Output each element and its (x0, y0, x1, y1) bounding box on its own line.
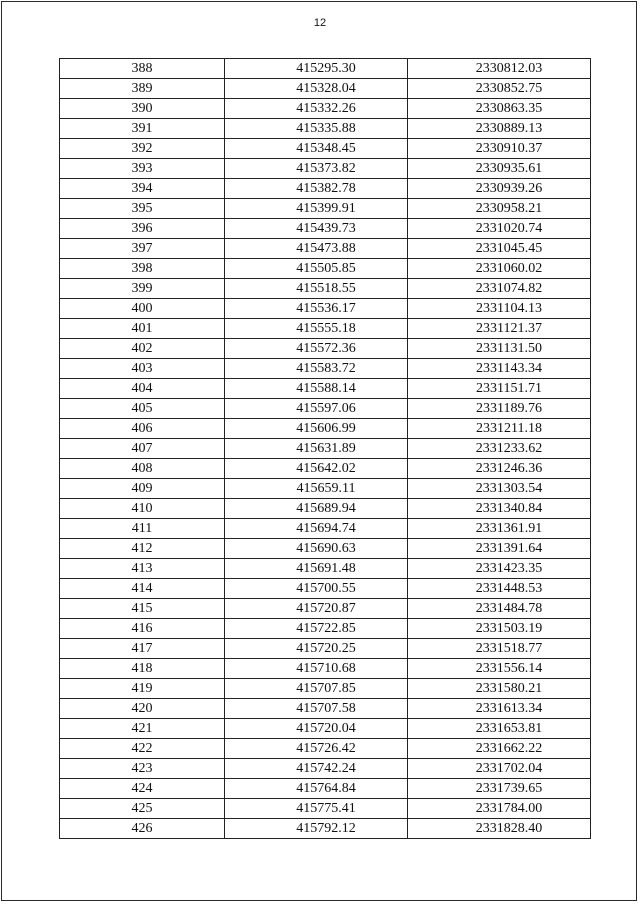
x-coordinate-cell: 415382.78 (225, 179, 408, 199)
table-row (60, 799, 591, 819)
table-row (60, 219, 591, 239)
y-coordinate-cell: 2331613.34 (408, 699, 591, 719)
y-coordinate-cell: 2331233.62 (408, 439, 591, 459)
table-row (60, 759, 591, 779)
point-number-cell: 391 (60, 119, 225, 139)
y-coordinate-cell: 2331131.50 (408, 339, 591, 359)
x-coordinate-cell: 415631.89 (225, 439, 408, 459)
x-coordinate-cell: 415690.63 (225, 539, 408, 559)
table-row (60, 699, 591, 719)
table-row (60, 599, 591, 619)
point-number-cell: 406 (60, 419, 225, 439)
point-number-cell: 413 (60, 559, 225, 579)
y-coordinate-cell: 2331143.34 (408, 359, 591, 379)
point-number-cell: 390 (60, 99, 225, 119)
point-number-cell: 426 (60, 819, 225, 839)
table-row (60, 639, 591, 659)
point-number-cell: 420 (60, 699, 225, 719)
point-number-cell: 415 (60, 599, 225, 619)
x-coordinate-cell: 415373.82 (225, 159, 408, 179)
y-coordinate-cell: 2331662.22 (408, 739, 591, 759)
point-number-cell: 421 (60, 719, 225, 739)
point-number-cell: 399 (60, 279, 225, 299)
y-coordinate-cell: 2331739.65 (408, 779, 591, 799)
x-coordinate-cell: 415694.74 (225, 519, 408, 539)
table-row (60, 479, 591, 499)
x-coordinate-cell: 415572.36 (225, 339, 408, 359)
y-coordinate-cell: 2331518.77 (408, 639, 591, 659)
point-number-cell: 417 (60, 639, 225, 659)
point-number-cell: 395 (60, 199, 225, 219)
x-coordinate-cell: 415720.04 (225, 719, 408, 739)
x-coordinate-cell: 415792.12 (225, 819, 408, 839)
y-coordinate-cell: 2331303.54 (408, 479, 591, 499)
x-coordinate-cell: 415505.85 (225, 259, 408, 279)
table-row (60, 279, 591, 299)
point-number-cell: 393 (60, 159, 225, 179)
x-coordinate-cell: 415691.48 (225, 559, 408, 579)
table-row (60, 139, 591, 159)
table-row (60, 339, 591, 359)
x-coordinate-cell: 415710.68 (225, 659, 408, 679)
y-coordinate-cell: 2330958.21 (408, 199, 591, 219)
table-row (60, 119, 591, 139)
x-coordinate-cell: 415642.02 (225, 459, 408, 479)
table-row (60, 439, 591, 459)
point-number-cell: 411 (60, 519, 225, 539)
coordinates-table (59, 58, 591, 839)
y-coordinate-cell: 2331189.76 (408, 399, 591, 419)
y-coordinate-cell: 2331246.36 (408, 459, 591, 479)
table-row (60, 379, 591, 399)
table-row (60, 99, 591, 119)
point-number-cell: 410 (60, 499, 225, 519)
x-coordinate-cell: 415583.72 (225, 359, 408, 379)
x-coordinate-cell: 415348.45 (225, 139, 408, 159)
x-coordinate-cell: 415689.94 (225, 499, 408, 519)
y-coordinate-cell: 2331361.91 (408, 519, 591, 539)
coordinates-table-body (60, 59, 591, 839)
x-coordinate-cell: 415707.58 (225, 699, 408, 719)
point-number-cell: 404 (60, 379, 225, 399)
table-row (60, 419, 591, 439)
table-row (60, 579, 591, 599)
y-coordinate-cell: 2331074.82 (408, 279, 591, 299)
y-coordinate-cell: 2330939.26 (408, 179, 591, 199)
x-coordinate-cell: 415720.25 (225, 639, 408, 659)
point-number-cell: 394 (60, 179, 225, 199)
table-row (60, 559, 591, 579)
x-coordinate-cell: 415726.42 (225, 739, 408, 759)
x-coordinate-cell: 415399.91 (225, 199, 408, 219)
table-row (60, 459, 591, 479)
point-number-cell: 392 (60, 139, 225, 159)
point-number-cell: 424 (60, 779, 225, 799)
y-coordinate-cell: 2331653.81 (408, 719, 591, 739)
y-coordinate-cell: 2331151.71 (408, 379, 591, 399)
x-coordinate-cell: 415555.18 (225, 319, 408, 339)
point-number-cell: 408 (60, 459, 225, 479)
y-coordinate-cell: 2331448.53 (408, 579, 591, 599)
table-row (60, 59, 591, 79)
y-coordinate-cell: 2331503.19 (408, 619, 591, 639)
y-coordinate-cell: 2331060.02 (408, 259, 591, 279)
y-coordinate-cell: 2331484.78 (408, 599, 591, 619)
table-row (60, 619, 591, 639)
x-coordinate-cell: 415328.04 (225, 79, 408, 99)
point-number-cell: 407 (60, 439, 225, 459)
x-coordinate-cell: 415295.30 (225, 59, 408, 79)
point-number-cell: 403 (60, 359, 225, 379)
table-row (60, 539, 591, 559)
table-row (60, 159, 591, 179)
table-row (60, 199, 591, 219)
point-number-cell: 414 (60, 579, 225, 599)
y-coordinate-cell: 2331556.14 (408, 659, 591, 679)
table-row (60, 359, 591, 379)
point-number-cell: 402 (60, 339, 225, 359)
y-coordinate-cell: 2330812.03 (408, 59, 591, 79)
x-coordinate-cell: 415700.55 (225, 579, 408, 599)
x-coordinate-cell: 415606.99 (225, 419, 408, 439)
x-coordinate-cell: 415720.87 (225, 599, 408, 619)
page-number: 12 (313, 17, 327, 29)
table-row (60, 519, 591, 539)
y-coordinate-cell: 2331580.21 (408, 679, 591, 699)
y-coordinate-cell: 2330910.37 (408, 139, 591, 159)
x-coordinate-cell: 415722.85 (225, 619, 408, 639)
table-row (60, 399, 591, 419)
y-coordinate-cell: 2330863.35 (408, 99, 591, 119)
y-coordinate-cell: 2331828.40 (408, 819, 591, 839)
table-row (60, 819, 591, 839)
point-number-cell: 396 (60, 219, 225, 239)
table-row (60, 319, 591, 339)
y-coordinate-cell: 2331045.45 (408, 239, 591, 259)
y-coordinate-cell: 2331121.37 (408, 319, 591, 339)
x-coordinate-cell: 415518.55 (225, 279, 408, 299)
table-row (60, 299, 591, 319)
point-number-cell: 389 (60, 79, 225, 99)
y-coordinate-cell: 2331340.84 (408, 499, 591, 519)
x-coordinate-cell: 415588.14 (225, 379, 408, 399)
x-coordinate-cell: 415439.73 (225, 219, 408, 239)
y-coordinate-cell: 2331423.35 (408, 559, 591, 579)
table-row (60, 499, 591, 519)
point-number-cell: 405 (60, 399, 225, 419)
x-coordinate-cell: 415659.11 (225, 479, 408, 499)
table-row (60, 719, 591, 739)
table-row (60, 659, 591, 679)
x-coordinate-cell: 415332.26 (225, 99, 408, 119)
y-coordinate-cell: 2331702.04 (408, 759, 591, 779)
point-number-cell: 409 (60, 479, 225, 499)
x-coordinate-cell: 415764.84 (225, 779, 408, 799)
point-number-cell: 388 (60, 59, 225, 79)
point-number-cell: 423 (60, 759, 225, 779)
y-coordinate-cell: 2331784.00 (408, 799, 591, 819)
point-number-cell: 418 (60, 659, 225, 679)
table-row (60, 179, 591, 199)
x-coordinate-cell: 415597.06 (225, 399, 408, 419)
table-row (60, 239, 591, 259)
table-row (60, 259, 591, 279)
table-row (60, 679, 591, 699)
point-number-cell: 412 (60, 539, 225, 559)
y-coordinate-cell: 2330889.13 (408, 119, 591, 139)
point-number-cell: 425 (60, 799, 225, 819)
point-number-cell: 416 (60, 619, 225, 639)
y-coordinate-cell: 2330935.61 (408, 159, 591, 179)
point-number-cell: 422 (60, 739, 225, 759)
x-coordinate-cell: 415335.88 (225, 119, 408, 139)
point-number-cell: 398 (60, 259, 225, 279)
table-row (60, 779, 591, 799)
y-coordinate-cell: 2331211.18 (408, 419, 591, 439)
point-number-cell: 397 (60, 239, 225, 259)
point-number-cell: 419 (60, 679, 225, 699)
x-coordinate-cell: 415707.85 (225, 679, 408, 699)
point-number-cell: 400 (60, 299, 225, 319)
y-coordinate-cell: 2331391.64 (408, 539, 591, 559)
x-coordinate-cell: 415473.88 (225, 239, 408, 259)
point-number-cell: 401 (60, 319, 225, 339)
x-coordinate-cell: 415775.41 (225, 799, 408, 819)
table-row (60, 739, 591, 759)
y-coordinate-cell: 2331020.74 (408, 219, 591, 239)
y-coordinate-cell: 2331104.13 (408, 299, 591, 319)
x-coordinate-cell: 415536.17 (225, 299, 408, 319)
x-coordinate-cell: 415742.24 (225, 759, 408, 779)
table-row (60, 79, 591, 99)
y-coordinate-cell: 2330852.75 (408, 79, 591, 99)
